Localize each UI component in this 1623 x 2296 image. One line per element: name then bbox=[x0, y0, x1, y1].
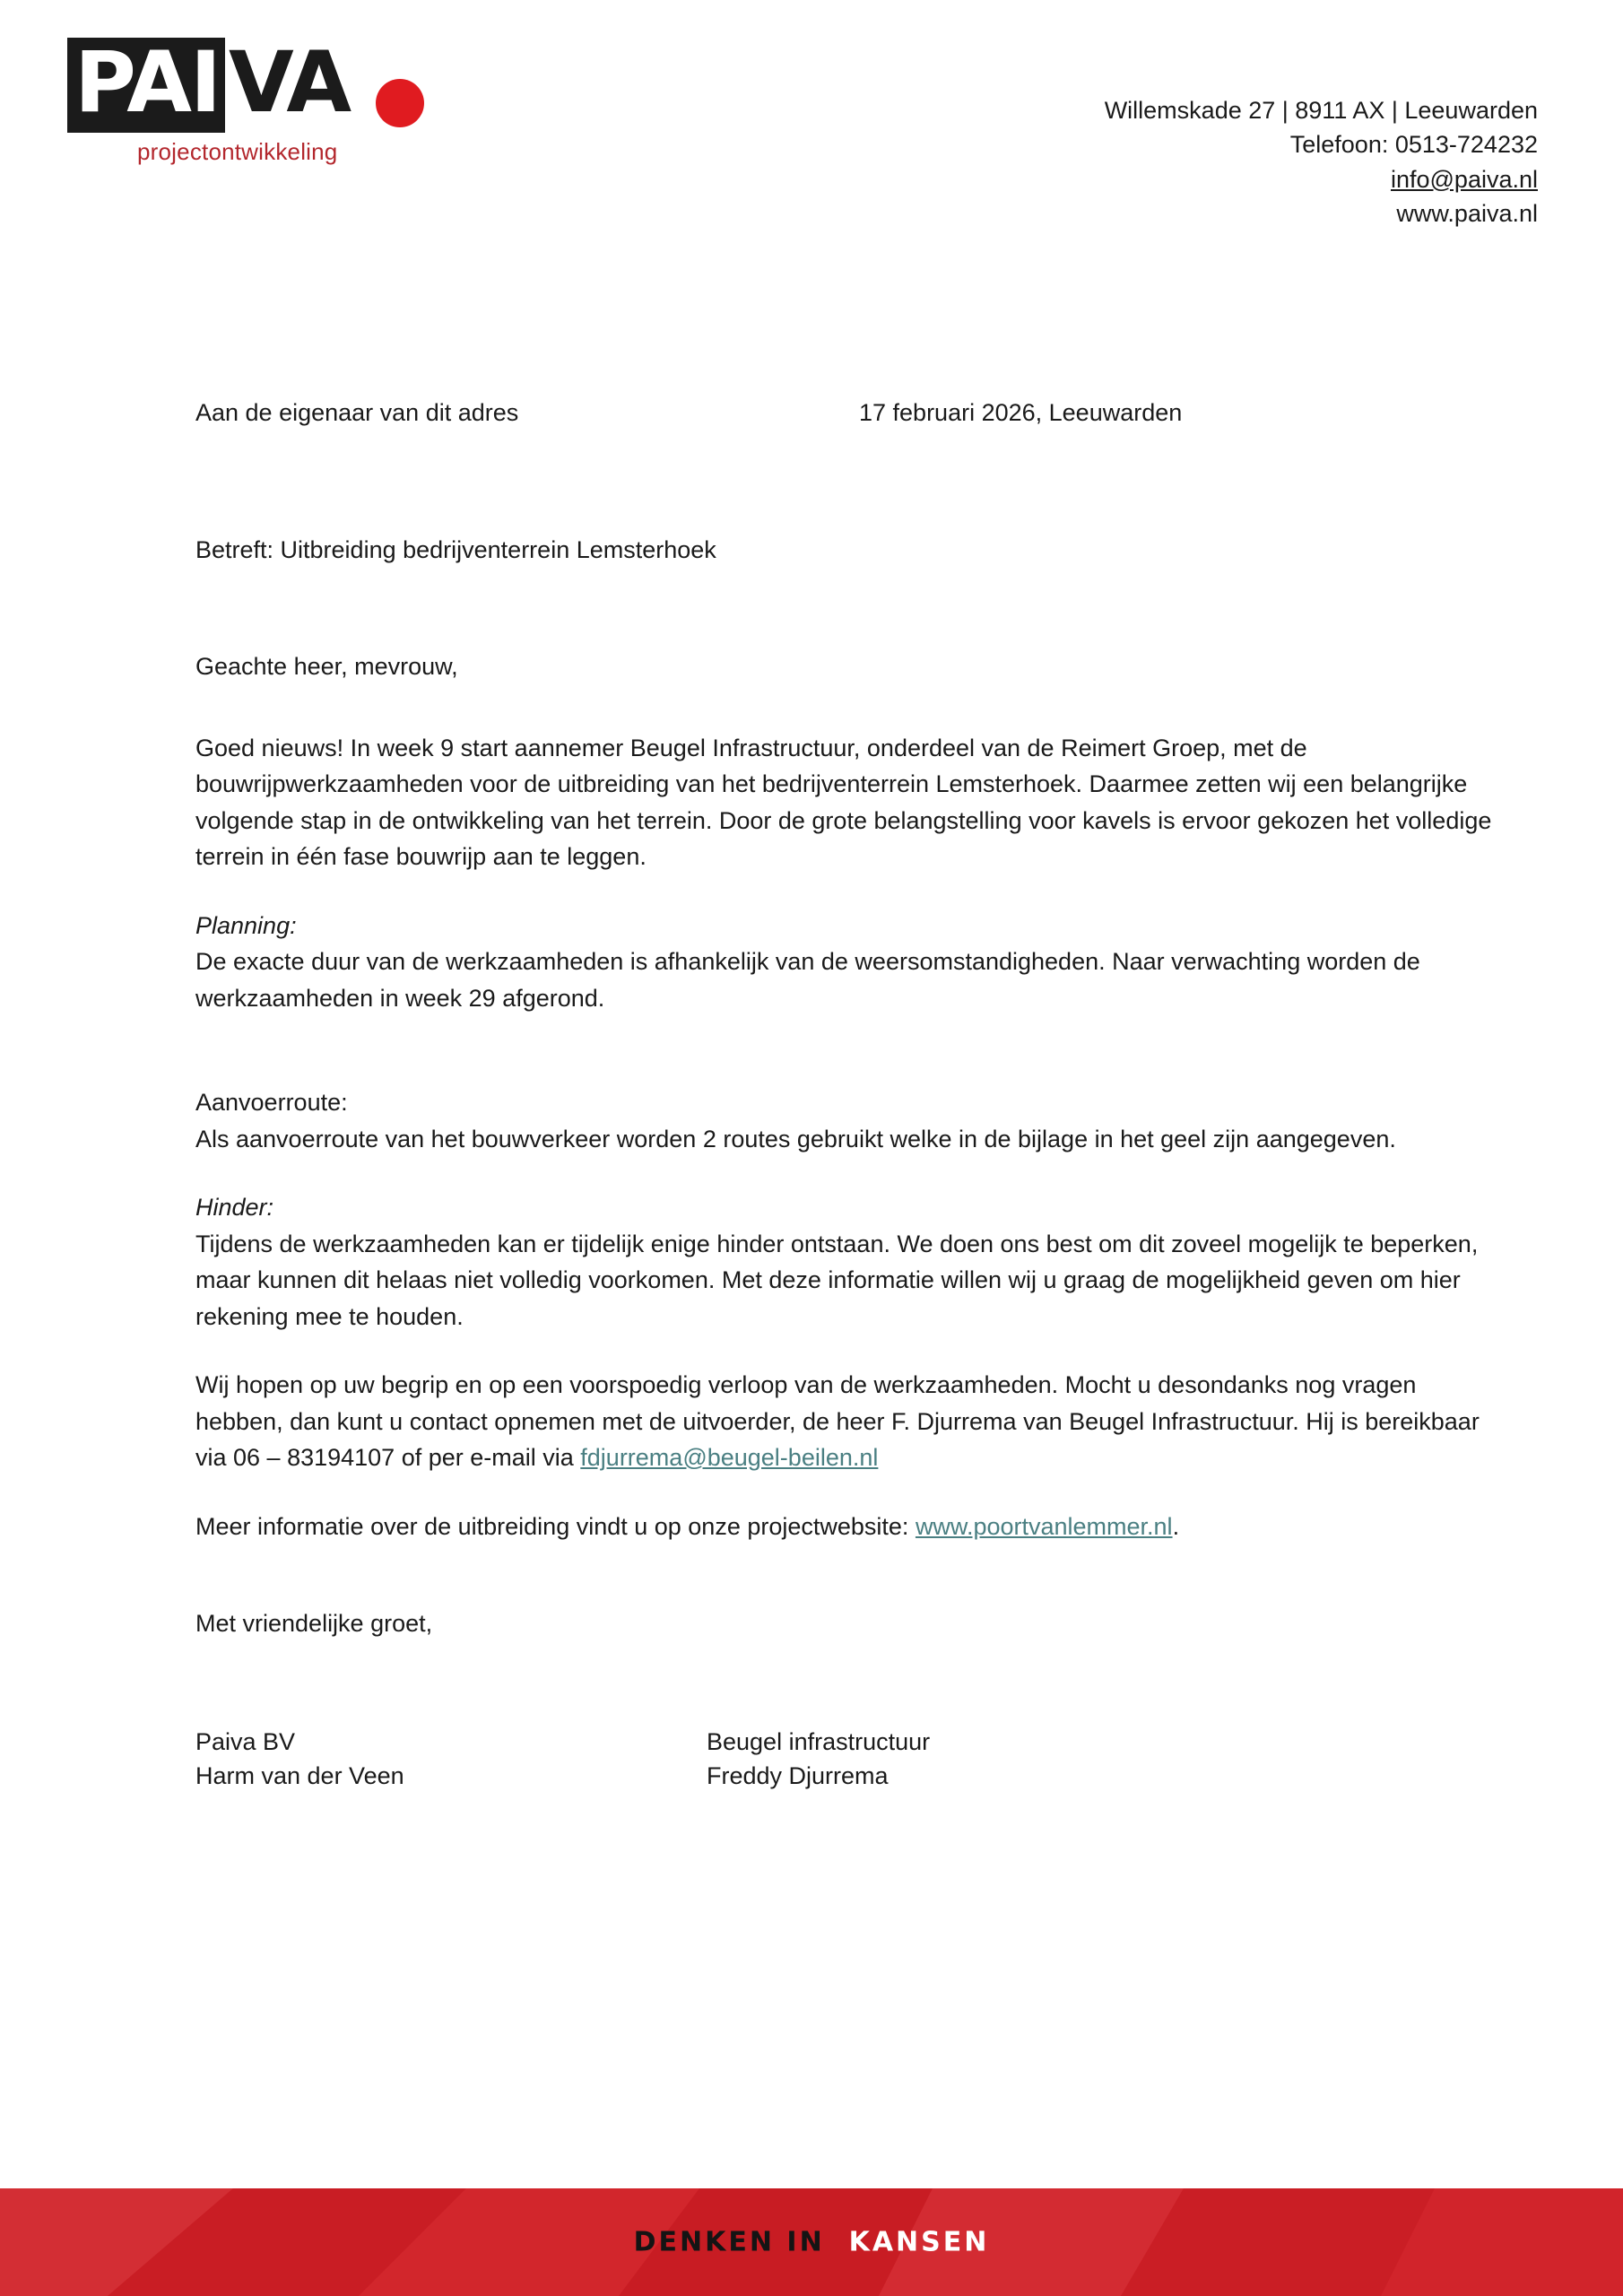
logo-wordmark bbox=[67, 34, 352, 133]
signature-right-name: Freddy Djurrema bbox=[707, 1761, 889, 1789]
footer-slogan-part2: KANSEN bbox=[848, 2226, 990, 2258]
footer-slogan bbox=[0, 2227, 1623, 2258]
hinder-body: Tijdens de werkzaamheden kan er tijdelijk enige hinder ontstaan. We doen ons best om dit zoveel mogelijk te beperken, maar kunnen dit helaas niet volledig voorkomen. Met deze informatie willen wij u graag de mogelijkheid geven om hier rekening mee te houden. bbox=[195, 1230, 1479, 1330]
route-heading: Aanvoerroute: bbox=[195, 1089, 348, 1116]
contact-details bbox=[1105, 93, 1538, 230]
closing-paragraph-text: Wij hopen op uw begrip en op een voorspoedig verloop van de werkzaamheden. Mocht u desondanks nog vragen hebben, dan kunt u contact opnemen met de uitvoerder, de heer F. Djurrema van Beugel Infrastructuur. Hij is bereikbaar via 06 – 83194107 of per e-mail via bbox=[195, 1371, 1480, 1471]
project-website-period: . bbox=[1172, 1512, 1180, 1540]
contact-email-link[interactable]: info@paiva.nl bbox=[1390, 165, 1538, 193]
company-logo bbox=[67, 34, 444, 166]
signature-right bbox=[707, 1725, 1218, 1794]
planning-body: De exacte duur van de werkzaamheden is afhankelijk van de weersomstandigheden. Naar verwachting worden de werkzaamheden in week 29 afgerond. bbox=[195, 948, 1420, 1012]
addressee-row bbox=[195, 395, 1506, 431]
hinder-heading: Hinder: bbox=[195, 1194, 274, 1221]
salutation-line: Geachte heer, mevrouw, bbox=[195, 653, 458, 680]
planning-heading: Planning: bbox=[195, 911, 297, 939]
signature-right-company: Beugel infrastructuur bbox=[707, 1727, 931, 1755]
date-place-line: 17 februari 2026, Leeuwarden bbox=[859, 399, 1183, 426]
signature-left bbox=[195, 1725, 707, 1794]
logo-word-right: VA bbox=[229, 34, 351, 132]
logo-word-left: PAI bbox=[67, 38, 225, 133]
subject-line: Betreft: Uitbreiding bedrijventerrein Lemsterhoek bbox=[195, 535, 716, 563]
signature-row bbox=[195, 1725, 1506, 1794]
project-website-paragraph bbox=[195, 1509, 1506, 1545]
contact-website: www.paiva.nl bbox=[1396, 199, 1538, 227]
paragraph-intro: Goed nieuws! In week 9 start aannemer Beugel Infrastructuur, onderdeel van de Reimert Groep, met de bouwrijpwerkzaamheden voor de uitbreiding van het bedrijventerrein Lemsterhoek. Daarmee zetten wij een belangrijke volgende stap in de ontwikkeling van het terrein. Door de grote belangstelling voor kavels is ervoor gekozen het volledige terrein in één fase bouwrijp aan te leggen. bbox=[195, 734, 1492, 870]
closing-paragraph bbox=[195, 1367, 1506, 1476]
signature-left-name: Harm van der Veen bbox=[195, 1761, 404, 1789]
project-website-link[interactable]: www.poortvanlemmer.nl bbox=[915, 1512, 1173, 1540]
signoff-line: Met vriendelijke groet, bbox=[195, 1610, 433, 1637]
signature-left-company: Paiva BV bbox=[195, 1727, 296, 1755]
letter-body bbox=[195, 395, 1506, 1793]
logo-tagline: projectontwikkeling bbox=[137, 138, 338, 165]
page-footer bbox=[0, 2188, 1623, 2296]
section-spacer bbox=[195, 1048, 1506, 1084]
contact-address: Willemskade 27 | 8911 AX | Leeuwarden bbox=[1104, 97, 1538, 124]
contractor-email-link[interactable]: fdjurrema@beugel-beilen.nl bbox=[580, 1444, 879, 1471]
project-website-text: Meer informatie over de uitbreiding vindt u op onze projectwebsite: bbox=[195, 1512, 916, 1540]
route-body: Als aanvoerroute van het bouwverkeer worden 2 routes gebruikt welke in de bijlage in het geel zijn aangegeven. bbox=[195, 1125, 1396, 1152]
logo-dot-icon bbox=[376, 79, 424, 127]
footer-slogan-part1: DENKEN IN bbox=[633, 2226, 825, 2258]
addressee-line: Aan de eigenaar van dit adres bbox=[195, 399, 519, 426]
contact-phone: Telefoon: 0513-724232 bbox=[1289, 131, 1538, 159]
letterhead bbox=[0, 0, 1623, 278]
